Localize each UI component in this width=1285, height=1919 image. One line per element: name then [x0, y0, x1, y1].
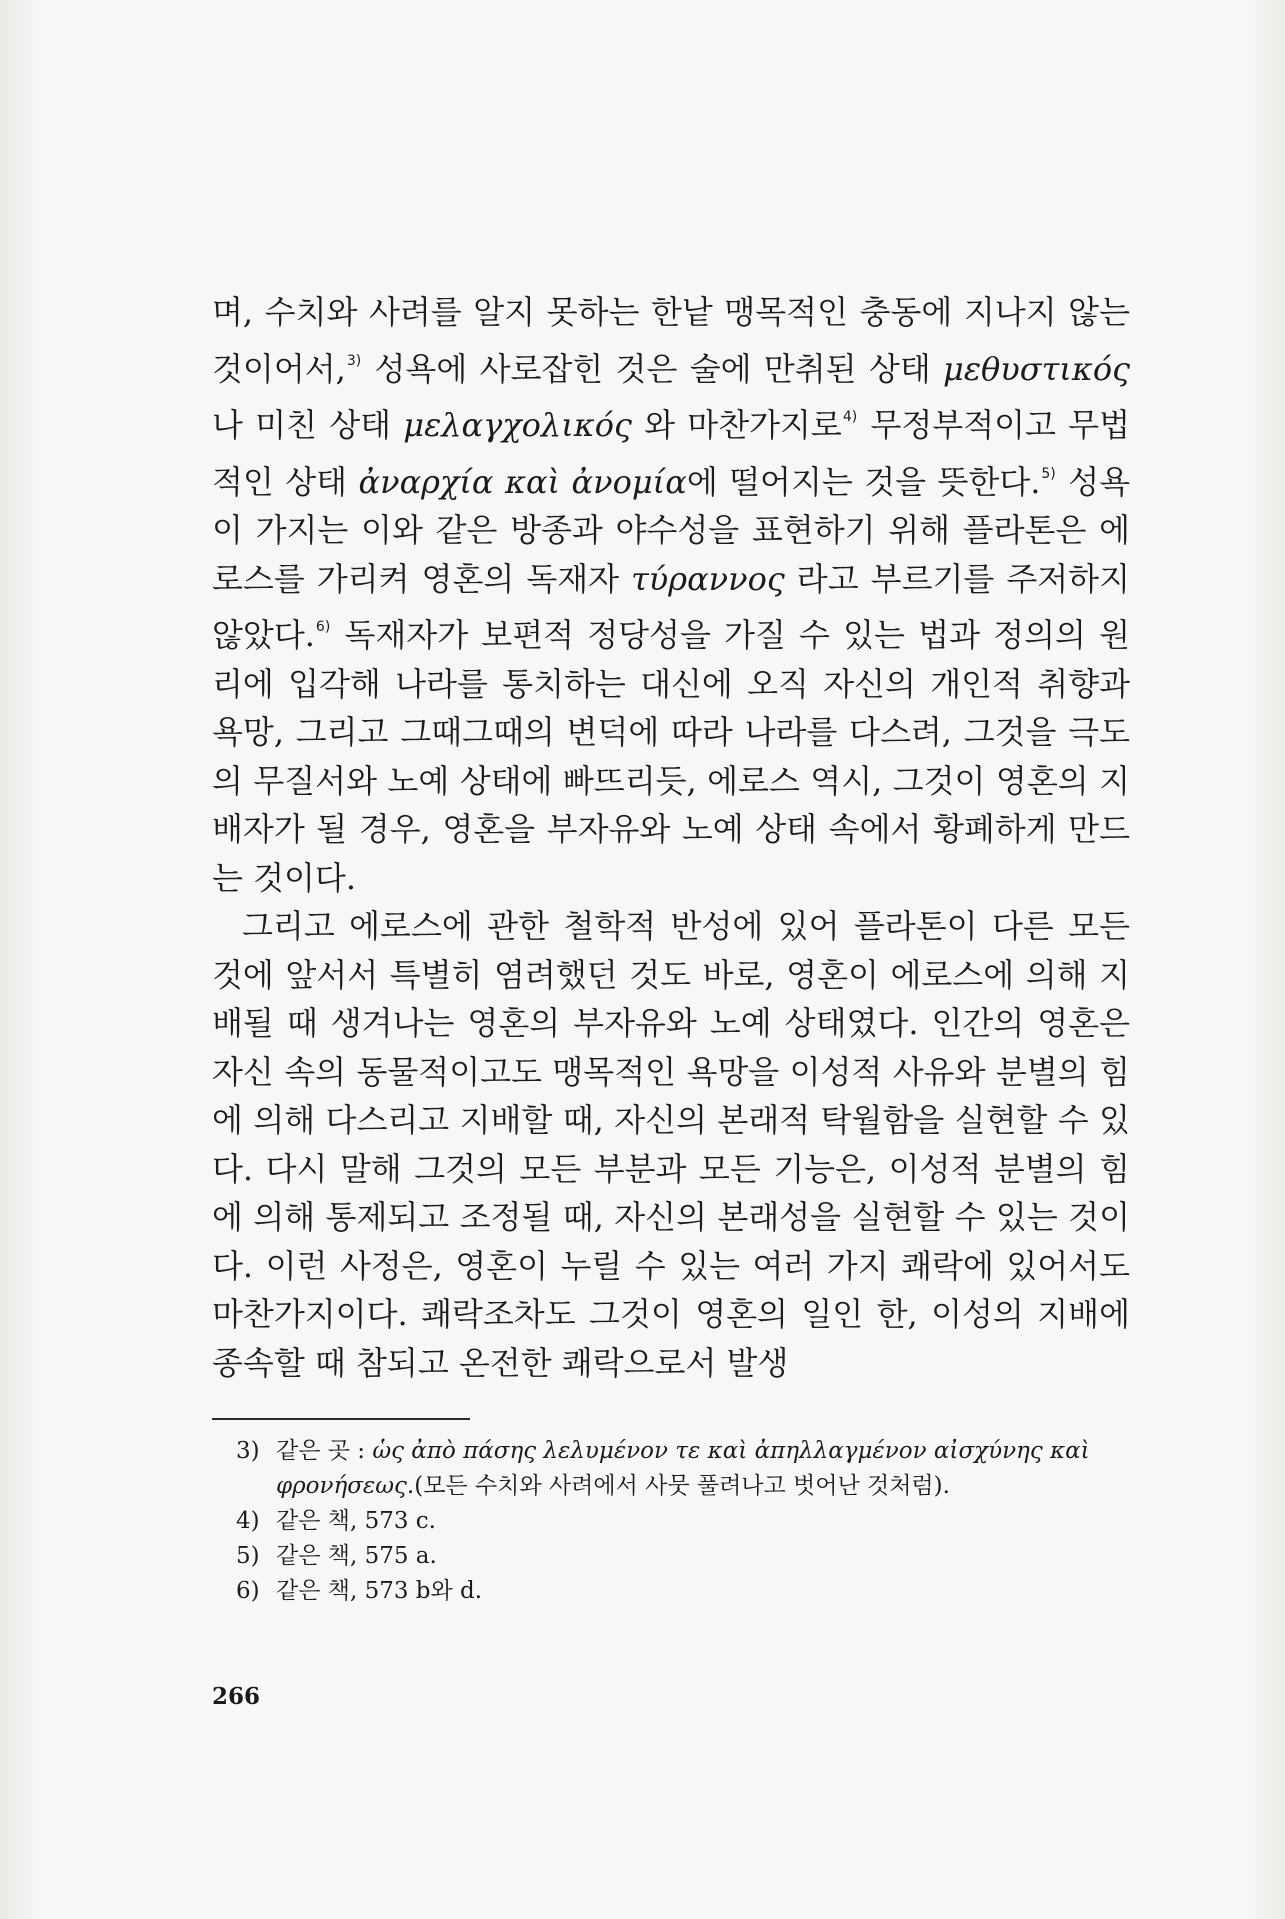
footnote-body: 같은 책, 573 c. — [276, 1508, 436, 1534]
text-run: 와 마찬가지로 — [631, 406, 842, 444]
page-number: 266 — [212, 1683, 261, 1710]
footnote-ref-4[interactable]: 4) — [842, 409, 858, 425]
footnote-prefix: 같은 곳 : — [276, 1438, 373, 1464]
text-run: 성욕이 가지는 이와 같은 방종과 야수성을 표현하기 위해 플라톤은 에로스를 가리켜 영혼의 독재자 — [212, 462, 1131, 598]
paragraph-1 — [212, 288, 1130, 902]
greek-term: μελαγχολικός — [403, 406, 632, 444]
text-run: 성욕에 사로잡힌 것은 술에 만취된 상태 — [362, 349, 944, 388]
footnote-number: 3) — [236, 1438, 260, 1464]
text-run: 며, 수치와 사려를 알지 못하는 한낱 맹목적인 충동에 지나지 않는 것이어서, — [212, 293, 1130, 388]
footnote-translation: (모든 수치와 사려에서 사뭇 풀려나고 벗어난 것처럼). — [414, 1473, 950, 1499]
footnote-body: 같은 책, 575 a. — [276, 1543, 437, 1569]
footnote-body: 같은 책, 573 b와 d. — [276, 1578, 483, 1604]
footnote-number: 5) — [236, 1543, 260, 1569]
text-run: 무정부적이고 무법적인 상태 — [212, 406, 1130, 501]
greek-term: ἀναρχία καὶ ἀνομία — [358, 462, 687, 501]
footnote-3 — [236, 1434, 1136, 1504]
footnote-number: 4) — [236, 1508, 260, 1534]
text-run: 라고 부르기를 주저하지 않았다. — [212, 559, 1130, 654]
footnote-body — [276, 1434, 1136, 1504]
footnote-divider — [212, 1418, 470, 1420]
footnote-number: 6) — [236, 1578, 260, 1604]
footnote-ref-3[interactable]: 3) — [346, 352, 362, 369]
footnote-ref-5[interactable]: 5) — [1041, 465, 1056, 482]
greek-term: μεθυστικός — [943, 349, 1130, 388]
text-run: 에 떨어지는 것을 뜻한다. — [686, 462, 1041, 501]
footnote-5 — [236, 1539, 1136, 1574]
text-run: 나 미친 상태 — [212, 406, 404, 444]
footnote-6 — [236, 1574, 1136, 1609]
paragraph-2: 그리고 에로스에 관한 철학적 반성에 있어 플라톤이 다른 모든 것에 앞서서 특별히 염려했던 것도 바로, 영혼이 에로스에 의해 지배될 때 생겨나는 영혼의 부자유와 노예 상태였다. 인간의 영혼은 자신 속의 동물적이고도 맹목적인 욕망을 이성적 사유와 분별의 힘에 의해 다스리고 지배할 때, 자신의 본래적 탁월함을 실현할 수 있다. 다시 말해 그것의 모든 부분과 모든 기능은, 이성적 분별의 힘에 의해 통제되고 조정될 때, 자신의 본래성을 실현할 수 있는 것이다. 이런 사정은, 영혼이 누릴 수 있는 여러 가지 쾌락에 있어서도 마찬가지이다. 쾌락조차도 그것이 영혼의 일인 한, 이성의 지배에 종속할 때 참되고 온전한 쾌락으로서 발생 — [212, 907, 1130, 1382]
greek-term: τύραννος — [631, 559, 785, 598]
text-run: 독재자가 보편적 정당성을 가질 수 있는 법과 정의의 원리에 입각해 나라를 통치하는 대신에 오직 자신의 개인적 취향과 욕망, 그리고 그때그때의 변덕에 따라 나라를 다스려, 그것을 극도의 무질서와 노예 상태에 빠뜨리듯, 에로스 역시, 그것이 영혼의 지배자가 될 경우, 영혼을 부자유와 노예 상태 속에서 황폐하게 만드는 것이다. — [212, 616, 1130, 897]
greek-quote: ὡς ἀπὸ πάσης λελυμένον τε καὶ ἀπηλλαγμένον αἰσχύνης καὶ φρονήσεως. — [276, 1438, 1090, 1499]
footnote-4 — [236, 1504, 1136, 1539]
body-text — [212, 288, 1130, 1387]
footnotes — [236, 1434, 1136, 1609]
footnote-ref-6[interactable]: 6) — [315, 619, 331, 635]
